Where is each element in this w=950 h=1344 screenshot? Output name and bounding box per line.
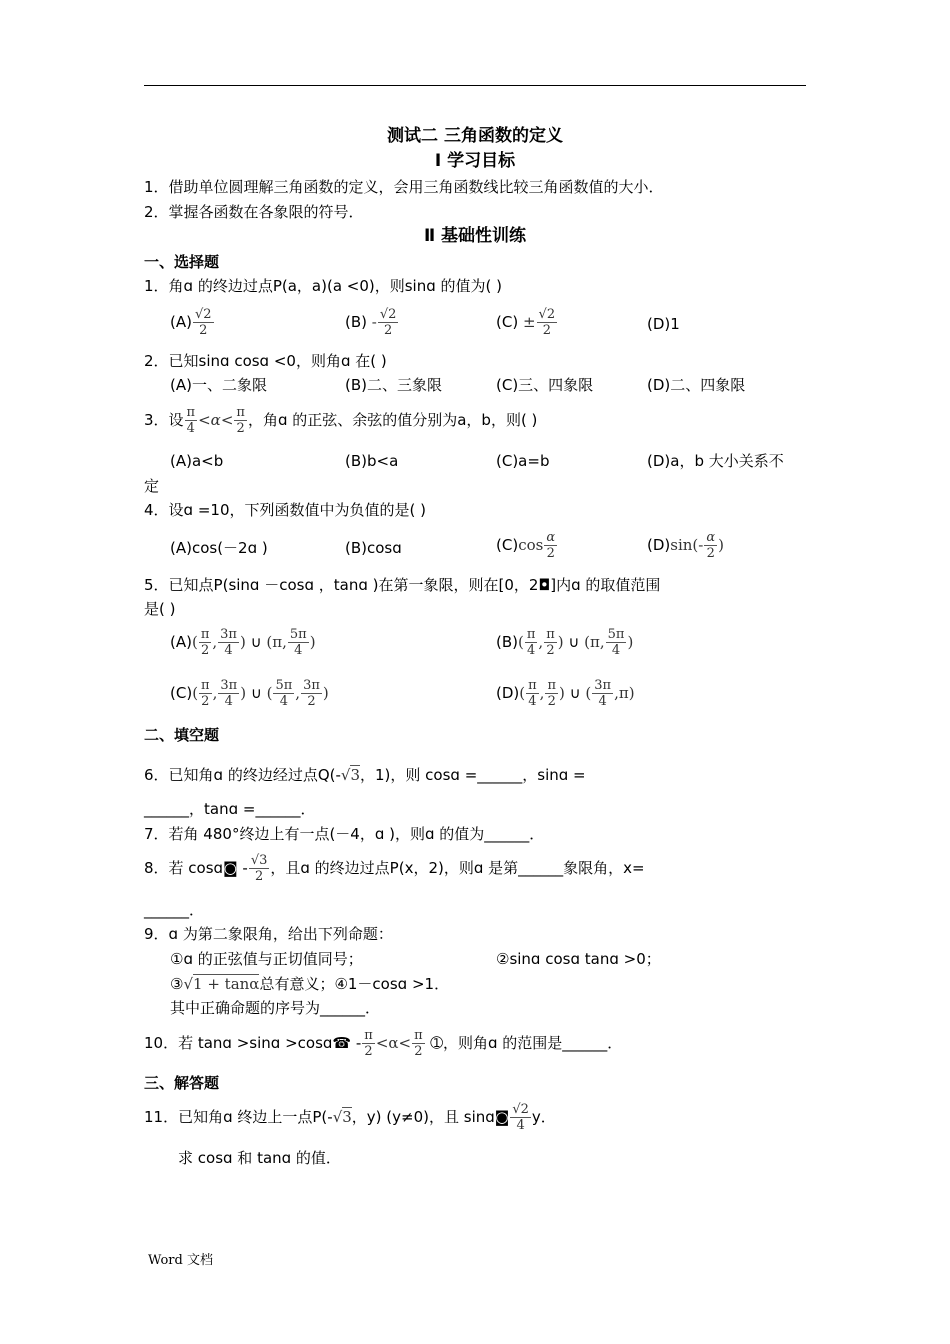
header-rule — [144, 85, 806, 86]
q5-b-frac-1: $\frac{\pi}{4}$ — [526, 627, 536, 658]
q1-option-c: (C) ± $\frac{√2}{2}$ — [496, 307, 556, 338]
q2-option-a: (A)一、二象限 — [170, 376, 267, 394]
q5-c-frac-3: $\frac{5\pi}{4}$ — [275, 678, 293, 709]
question-8-continued: ______． — [144, 901, 205, 919]
q5-c-frac-2: $\frac{3\pi}{4}$ — [220, 678, 238, 709]
q5-option-c: (C)( $\frac{\pi}{2}$ , $\frac{3\pi}{4}$ ) ∪ ( $\frac{5\pi}{4}$ , $\frac{3\pi}{2}$ ) — [170, 678, 329, 709]
part-heading-fill: 二、填空题 — [144, 726, 220, 744]
q4-c-fraction: $\frac{\alpha}{2}$ — [546, 530, 556, 561]
q11-fraction: $\frac{√2}{4}$ — [512, 1102, 529, 1133]
q1-option-b: (B) - $\frac{√2}{2}$ — [345, 307, 397, 338]
sqrt-symbol: √ — [340, 766, 351, 784]
q3-option-d-continued: 定 — [144, 477, 160, 495]
page-title: 测试二 三角函数的定义 — [387, 126, 563, 146]
q5-option-b: (B)( $\frac{\pi}{4}$ , $\frac{\pi}{2}$ ) ∪ (π, $\frac{5\pi}{4}$ ) — [496, 627, 634, 658]
part-heading-answer: 三、解答题 — [144, 1074, 220, 1092]
q3-option-b: (B)b<a — [345, 452, 399, 470]
q5-c-frac-4: $\frac{3\pi}{2}$ — [303, 678, 320, 709]
q9-proposition-2: ②sinɑ cosɑ tanɑ >0； — [496, 950, 661, 968]
question-1: 1．角ɑ 的终边过点P(a，a)(a <0)，则sinɑ 的值为( ) — [144, 277, 502, 295]
q5-b-frac-3: $\frac{5\pi}{4}$ — [607, 627, 625, 658]
question-4: 4．设ɑ =10，下列函数值中为负值的是( ) — [144, 501, 426, 519]
q3-pi-over-2: $\frac{\pi}{2}$ — [236, 405, 245, 436]
q4-option-b: (B)cosɑ — [345, 539, 402, 557]
sqrt-symbol: √ — [332, 1108, 343, 1126]
question-10: 10．若 tanɑ >sinɑ >cosɑ☎ - $\frac{\pi}{2}$ <α< $\frac{\pi}{2}$ ➀，则角ɑ 的范围是______． — [144, 1028, 623, 1059]
question-6-continued: ______，tanɑ =______． — [144, 800, 316, 818]
objective-2: 2．掌握各函数在各象限的符号． — [144, 203, 364, 221]
q3-option-a: (A)a<b — [170, 452, 224, 470]
objective-1: 1．借助单位圆理解三角函数的定义，会用三角函数线比较三角函数值的大小． — [144, 178, 664, 196]
q3-pi-over-4: $\frac{\pi}{4}$ — [186, 405, 196, 436]
q5-d-frac-1: $\frac{\pi}{4}$ — [528, 678, 537, 709]
q3-option-d: (D)a，b 大小关系不 — [647, 452, 784, 470]
question-9: 9．ɑ 为第二象限角，给出下列命题： — [144, 925, 393, 943]
q5-d-frac-2: $\frac{\pi}{2}$ — [547, 678, 556, 709]
q4-option-a: (A)cos(－2ɑ ) — [170, 539, 268, 557]
q9-answer-prompt: 其中正确命题的序号为______． — [170, 999, 381, 1017]
sqrt-symbol: √ — [183, 975, 194, 993]
question-11-prompt: 求 cosɑ 和 tanɑ 的值． — [178, 1149, 341, 1167]
q3-option-c: (C)a=b — [496, 452, 550, 470]
q9-proposition-3-4: ③√1 + tanα总有意义；④1－cosɑ >1． — [170, 975, 450, 993]
q5-a-frac-2: $\frac{3\pi}{4}$ — [220, 627, 237, 658]
q5-d-frac-3: $\frac{3\pi}{4}$ — [594, 678, 612, 709]
q4-option-d: (D)sin(- $\frac{\alpha}{2}$ ) — [647, 530, 724, 561]
question-2: 2．已知sinɑ cosɑ <0，则角ɑ 在( ) — [144, 352, 387, 370]
q2-option-c: (C)三、四象限 — [496, 376, 594, 394]
q1-option-d: (D)1 — [647, 315, 680, 333]
q8-fraction: $\frac{√3}{2}$ — [250, 853, 268, 884]
q5-option-a: (A)( $\frac{\pi}{2}$ , $\frac{3\pi}{4}$ ) ∪ (π, $\frac{5\pi}{4}$ ) — [170, 627, 316, 658]
question-3: 3．设 $\frac{\pi}{4}$ <α< $\frac{\pi}{2}$ ，角ɑ 的正弦、余弦的值分别为a，b，则( ) — [144, 405, 538, 436]
part-heading-choice: 一、选择题 — [144, 253, 220, 271]
q5-c-frac-1: $\frac{\pi}{2}$ — [201, 678, 210, 709]
q5-b-frac-2: $\frac{\pi}{2}$ — [546, 627, 555, 658]
footer-label: Word 文档 — [148, 1253, 213, 1268]
q9-proposition-1: ①ɑ 的正弦值与正切值同号； — [170, 950, 363, 968]
question-5-continued: 是( ) — [144, 600, 176, 618]
q1-a-fraction: $\frac{√2}{2}$ — [194, 307, 212, 338]
q5-option-d: (D)( $\frac{\pi}{4}$ , $\frac{\pi}{2}$ ) ∪ ( $\frac{3\pi}{4}$ ,π) — [496, 678, 635, 709]
q1-option-a: (A) $\frac{√2}{2}$ — [170, 307, 212, 338]
q10-frac-2: $\frac{\pi}{2}$ — [414, 1028, 423, 1059]
question-11: 11．已知角ɑ 终边上一点P(-√3，y) (y≠0)，且 sinɑ◙ $\frac{√2}{4}$ y． — [144, 1102, 556, 1133]
q2-option-b: (B)二、三象限 — [345, 376, 442, 394]
q1-c-fraction: $\frac{√2}{2}$ — [538, 307, 556, 338]
question-7: 7．若角 480°终边上有一点(－4，ɑ )，则ɑ 的值为______． — [144, 825, 545, 843]
question-6: 6．已知角ɑ 的终边经过点Q(-√3，1)，则 cosɑ =______，sinɑ = — [144, 766, 586, 784]
question-8: 8．若 cosɑ◙ - $\frac{√3}{2}$ ，且ɑ 的终边过点P(x，2)，则ɑ 是第______象限角，x= — [144, 853, 645, 884]
q2-option-d: (D)二、四象限 — [647, 376, 746, 394]
q1-b-fraction: $\frac{√2}{2}$ — [379, 307, 397, 338]
q5-a-frac-3: $\frac{5\pi}{4}$ — [289, 627, 307, 658]
q10-frac-1: $\frac{\pi}{2}$ — [364, 1028, 373, 1059]
q4-option-c: (C)cos $\frac{\alpha}{2}$ — [496, 530, 556, 561]
section-heading-training: Ⅱ 基础性训练 — [423, 226, 527, 246]
q5-a-frac-1: $\frac{\pi}{2}$ — [200, 627, 210, 658]
section-heading-objectives: Ⅰ 学习目标 — [434, 151, 516, 171]
question-5: 5．已知点P(sinɑ －cosɑ ，tanɑ )在第一象限，则在[0，2◘]内ɑ 的取值范围 — [144, 576, 661, 594]
q4-d-fraction: $\frac{\alpha}{2}$ — [706, 530, 716, 561]
